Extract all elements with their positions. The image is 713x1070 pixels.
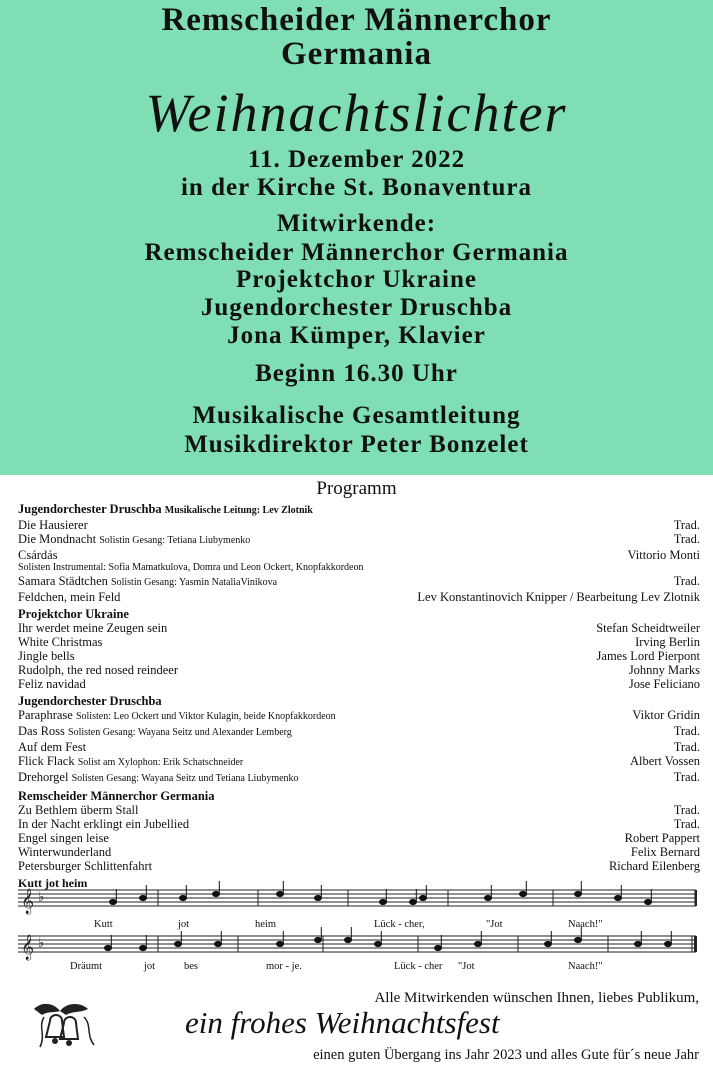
program-item-note: Solisten Gesang: Wayana Seitz und Alexander Lemberg: [68, 727, 292, 738]
program-item-title: Samara Städtchen: [18, 574, 108, 588]
music-note: [435, 945, 442, 950]
program-item-left: [18, 845, 111, 859]
bells-icon: [24, 991, 104, 1061]
program-item: [18, 803, 700, 817]
section-name: Remscheider Männerchor Germania: [18, 789, 215, 803]
svg-text:♭: ♭: [38, 936, 45, 951]
section-name: Projektchor Ukraine: [18, 607, 129, 621]
lyric-syllable: Naach!": [568, 961, 603, 972]
footer-greeting: [0, 985, 713, 1070]
program-item-left: [18, 548, 58, 562]
lyric-syllable: "Jot: [458, 961, 475, 972]
lyric-syllable: bes: [184, 961, 198, 972]
music-note: [213, 891, 220, 896]
program-item-note: Solisten: Leo Ockert und Viktor Kulagin, beide Knopfakkordeon: [75, 711, 336, 722]
music-note: [110, 899, 117, 904]
performer: Projektchor Ukraine: [236, 266, 477, 293]
music-note: [665, 941, 672, 946]
program-item: [18, 859, 700, 873]
program-item-left: [18, 677, 86, 691]
music-note: [215, 941, 222, 946]
program-item-composer: Jose Feliciano: [628, 677, 700, 691]
music-note: [545, 941, 552, 946]
program-item-title: Die Mondnacht: [18, 532, 97, 546]
concert-date: 11. Dezember 2022: [247, 146, 466, 173]
performer: Jugendorchester Druschba: [200, 294, 513, 321]
program-item-composer: Richard Eilenberg: [608, 859, 700, 873]
program-item-composer: Viktor Gridin: [632, 708, 700, 722]
program-item-composer: Trad.: [673, 740, 700, 754]
program-item-title: Rudolph, the red nosed reindeer: [18, 663, 179, 677]
org-name-line1: Remscheider Männerchor: [161, 2, 552, 38]
program-item-composer: Vittorio Monti: [627, 548, 700, 562]
music-note: [615, 895, 622, 900]
program-item: [18, 574, 700, 590]
svg-text:𝄞: 𝄞: [21, 889, 35, 914]
section-name: Jugendorchester Druschba: [18, 502, 162, 516]
lyric-syllable: "Jot: [486, 919, 503, 930]
program-section-title: [18, 789, 700, 803]
greeting-line-2: ein frohes Weihnachtsfest: [185, 1005, 500, 1040]
program-item-title: Drehorgel: [18, 770, 69, 784]
lyric-syllable: Lück - cher: [394, 961, 443, 972]
section-subtitle: Musikalische Leitung: Lev Zlotnik: [164, 505, 313, 516]
program-item: [18, 635, 700, 649]
program-item-composer: Trad.: [673, 532, 700, 546]
greeting-line-3: einen guten Übergang ins Jahr 2023 und alles Gute für´s neue Jahr: [313, 1047, 699, 1063]
program-item-composer: Trad.: [673, 724, 700, 738]
music-note: [140, 945, 147, 950]
program-item: [18, 677, 700, 691]
program-item-left: [18, 803, 138, 817]
music-note: [105, 945, 112, 950]
program-item-composer: Johnny Marks: [628, 663, 700, 677]
program-item-title: Auf dem Fest: [18, 740, 87, 754]
program-item-title: Feldchen, mein Feld: [18, 590, 121, 604]
svg-text:♭: ♭: [38, 890, 45, 905]
program-item-left: [18, 635, 102, 649]
program-item-left: [18, 831, 109, 845]
program-item: [18, 724, 700, 740]
program-item: [18, 663, 700, 677]
participants-label: Mitwirkende:: [276, 210, 437, 237]
music-note: [277, 941, 284, 946]
program-item-left: [18, 770, 299, 786]
program-item-composer: Trad.: [673, 770, 700, 784]
program-item-title: Engel singen leise: [18, 831, 109, 845]
music-note: [315, 895, 322, 900]
music-note: [520, 891, 527, 896]
program-item: [18, 532, 700, 548]
program-item-composer: Felix Bernard: [630, 845, 700, 859]
music-note: [380, 899, 387, 904]
header-banner: [0, 0, 713, 475]
program-list: [18, 499, 700, 873]
program-item-composer: James Lord Pierpont: [596, 649, 700, 663]
program-item-title: Die Hausierer: [18, 518, 88, 532]
program-item-left: [18, 708, 336, 724]
music-note: [140, 895, 147, 900]
program-item-title: Petersburger Schlittenfahrt: [18, 859, 153, 873]
program-item-composer: Lev Konstantinovich Knipper / Bearbeitung Lev Zlotnik: [417, 590, 700, 604]
program-item-title: Ihr werdet meine Zeugen sein: [18, 621, 168, 635]
program-item-left: [18, 859, 152, 873]
program-item-title: White Christmas: [18, 635, 103, 649]
program-item-composer: Robert Pappert: [624, 831, 700, 845]
leadership-name: Musikdirektor Peter Bonzelet: [184, 431, 529, 458]
program-section-title: [18, 607, 700, 621]
program-item: [18, 548, 700, 562]
program-item-composer: Trad.: [673, 803, 700, 817]
lyric-syllable: Naach!": [568, 919, 603, 930]
concert-title: Weihnachtslichter: [145, 83, 568, 143]
music-note: [315, 937, 322, 942]
lyric-syllable: Lück - cher,: [374, 919, 425, 930]
program-item-title: Flick Flack: [18, 754, 75, 768]
program-item: [18, 845, 700, 859]
music-note: [635, 941, 642, 946]
performer: Remscheider Männerchor Germania: [144, 239, 569, 266]
song-title: Kutt jot heim: [18, 876, 88, 890]
program-item-left: [18, 740, 86, 754]
program-item-composer: Trad.: [673, 518, 700, 532]
performer: Jona Kümper, Klavier: [227, 322, 486, 349]
program-item-title: Das Ross: [18, 724, 65, 738]
program-item: [18, 649, 700, 663]
concert-venue: in der Kirche St. Bonaventura: [180, 174, 532, 201]
lyric-syllable: mor - je.: [266, 961, 302, 972]
program-item: [18, 770, 700, 786]
music-note: [375, 941, 382, 946]
leadership-label: Musikalische Gesamtleitung: [192, 402, 521, 429]
program-item: [18, 708, 700, 724]
program-item-title: In der Nacht erklingt ein Jubellied: [18, 817, 190, 831]
lyric-syllable: Kutt: [94, 919, 113, 930]
music-note: [277, 891, 284, 896]
music-note: [645, 899, 652, 904]
program-item-note: Solisten Instrumental: Sofia Mamatkulova, Domra und Leon Ockert, Knopfakkordeon: [18, 562, 364, 573]
greeting-line-1: Alle Mitwirkenden wünschen Ihnen, liebes Publikum,: [374, 990, 699, 1006]
program-item: [18, 754, 700, 770]
program-item: [18, 740, 700, 754]
program-item-note: Solistin Gesang: Yasmin NataliaVinikova: [111, 577, 278, 588]
program-item-title: Zu Bethlem überm Stall: [18, 803, 139, 817]
program-item-left: [18, 574, 277, 590]
program-item-title: Csárdás: [18, 548, 58, 562]
program-section-title: [18, 694, 700, 708]
program-item: [18, 817, 700, 831]
music-note: [420, 895, 427, 900]
program-item-left: [18, 518, 88, 532]
start-time: Beginn 16.30 Uhr: [255, 360, 458, 387]
program-item-left: [18, 754, 243, 770]
program-item-left: [18, 590, 120, 604]
program-item-composer: Trad.: [673, 817, 700, 831]
music-note: [410, 899, 417, 904]
music-note: [575, 891, 582, 896]
program-item-composer: Stefan Scheidtweiler: [596, 621, 700, 635]
program-item-left: [18, 817, 189, 831]
program-item-note: Solisten Gesang: Wayana Seitz und Tetiana Liubymenko: [71, 773, 299, 784]
music-note: [575, 937, 582, 942]
program-item-composer: Albert Vossen: [629, 754, 700, 768]
lyric-syllable: Dräumt: [70, 961, 103, 972]
program-item-note: Solist am Xylophon: Erik Schatschneider: [77, 757, 244, 768]
program-item-title: Feliz navidad: [18, 677, 86, 691]
program-item-left: [18, 649, 75, 663]
program-item-left: [18, 663, 178, 677]
lyric-syllable: jot: [178, 919, 190, 930]
program-item-left: [18, 532, 250, 548]
program-item: [18, 831, 700, 845]
music-note: [345, 937, 352, 942]
program-item-composer: Irving Berlin: [635, 635, 700, 649]
program-heading: Programm: [316, 478, 397, 499]
section-name: Jugendorchester Druschba: [18, 694, 162, 708]
program-item-note: Solistin Gesang: Tetiana Liubymenko: [99, 535, 251, 546]
music-note: [175, 941, 182, 946]
program-item: [18, 621, 700, 635]
sheet-music: [18, 876, 698, 980]
org-name-line2: Germania: [281, 36, 432, 72]
program-item: [18, 590, 700, 604]
program-item-title: Winterwunderland: [18, 845, 112, 859]
music-note: [180, 895, 187, 900]
svg-text:𝄞: 𝄞: [21, 935, 35, 960]
program-item-title: Paraphrase: [18, 708, 73, 722]
program-section-title: [18, 502, 700, 518]
lyric-syllable: jot: [144, 961, 156, 972]
lyric-syllable: heim: [255, 919, 276, 930]
music-note: [485, 895, 492, 900]
program-item-left: [18, 724, 292, 740]
program-item-left: [18, 621, 167, 635]
music-note: [475, 941, 482, 946]
program-item: [18, 518, 700, 532]
program-item-title: Jingle bells: [18, 649, 75, 663]
program-item-composer: Trad.: [673, 574, 700, 588]
